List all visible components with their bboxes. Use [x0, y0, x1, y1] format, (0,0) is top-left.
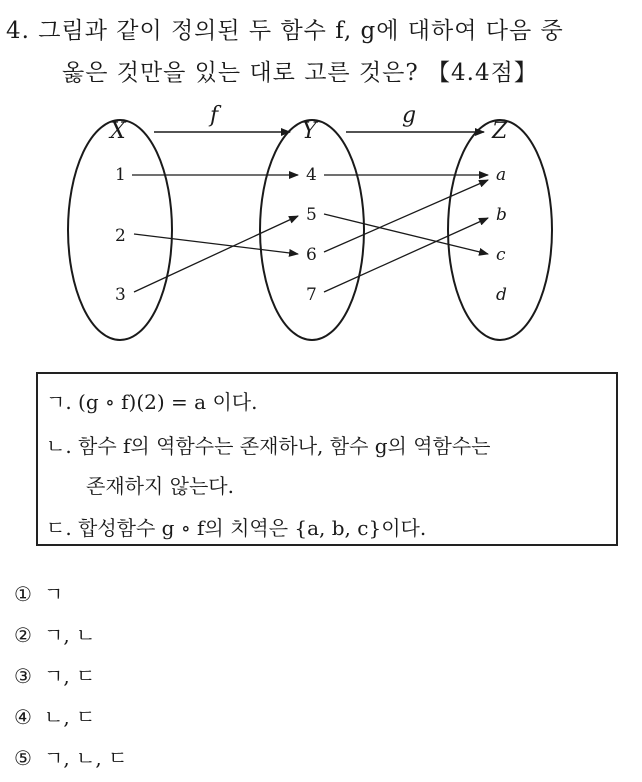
- statements-box: [36, 372, 618, 546]
- map-5-to-c: [324, 214, 488, 254]
- function-diagram: [0, 100, 642, 350]
- map-2-to-6: [134, 234, 298, 254]
- statement-nieun-line-1: ㄴ. 함수 f의 역함수는 존재하나, 함수 g의 역함수는: [46, 434, 491, 458]
- choice-number: ①: [14, 582, 32, 606]
- set-label-X: X: [110, 119, 126, 144]
- map-6-to-a: [324, 180, 488, 252]
- function-label-g: g: [402, 103, 417, 128]
- set-Y-ellipse: [260, 120, 364, 340]
- y-element-7: 7: [306, 285, 317, 305]
- choice-label: ㄱ, ㄷ: [44, 664, 96, 688]
- set-label-Z: Z: [492, 119, 508, 144]
- choice-number: ④: [14, 705, 32, 729]
- y-element-5: 5: [306, 205, 317, 225]
- x-element-3: 3: [115, 285, 126, 305]
- choice-1[interactable]: [14, 578, 63, 607]
- question-line-2: 옳은 것만을 있는 대로 고른 것은? 【4.4점】: [62, 60, 538, 86]
- y-element-4: 4: [306, 165, 317, 185]
- x-element-2: 2: [115, 226, 126, 246]
- choice-2[interactable]: [14, 619, 95, 648]
- set-label-Y: Y: [302, 119, 317, 144]
- set-Z-ellipse: [448, 120, 552, 340]
- choice-label: ㄱ, ㄴ: [44, 623, 96, 647]
- z-element-c: c: [496, 245, 506, 265]
- y-element-6: 6: [306, 245, 317, 265]
- z-element-a: a: [496, 165, 507, 185]
- statement-nieun-line-2: 존재하지 않는다.: [86, 474, 234, 498]
- map-7-to-b: [324, 218, 488, 292]
- choice-5[interactable]: [14, 742, 127, 771]
- choice-label: ㄱ: [44, 582, 64, 606]
- choice-number: ⑤: [14, 746, 32, 770]
- choice-number: ③: [14, 664, 32, 688]
- statement-digeut: ㄷ. 합성함수 g ∘ f의 치역은 {a, b, c}이다.: [46, 516, 427, 540]
- x-element-1: 1: [115, 165, 126, 185]
- choice-label: ㄴ, ㄷ: [44, 705, 96, 729]
- choice-3[interactable]: [14, 660, 95, 689]
- z-element-b: b: [496, 205, 507, 225]
- z-element-d: d: [496, 285, 507, 305]
- choice-number: ②: [14, 623, 32, 647]
- statement-giyeok: ㄱ. (g ∘ f)(2) = a 이다.: [46, 390, 258, 414]
- function-label-f: f: [210, 103, 219, 128]
- choice-4[interactable]: [14, 701, 95, 730]
- question-line-1: 4. 그림과 같이 정의된 두 함수 f, g에 대하여 다음 중: [6, 18, 564, 44]
- choice-label: ㄱ, ㄴ, ㄷ: [44, 746, 128, 770]
- map-3-to-5: [134, 216, 298, 292]
